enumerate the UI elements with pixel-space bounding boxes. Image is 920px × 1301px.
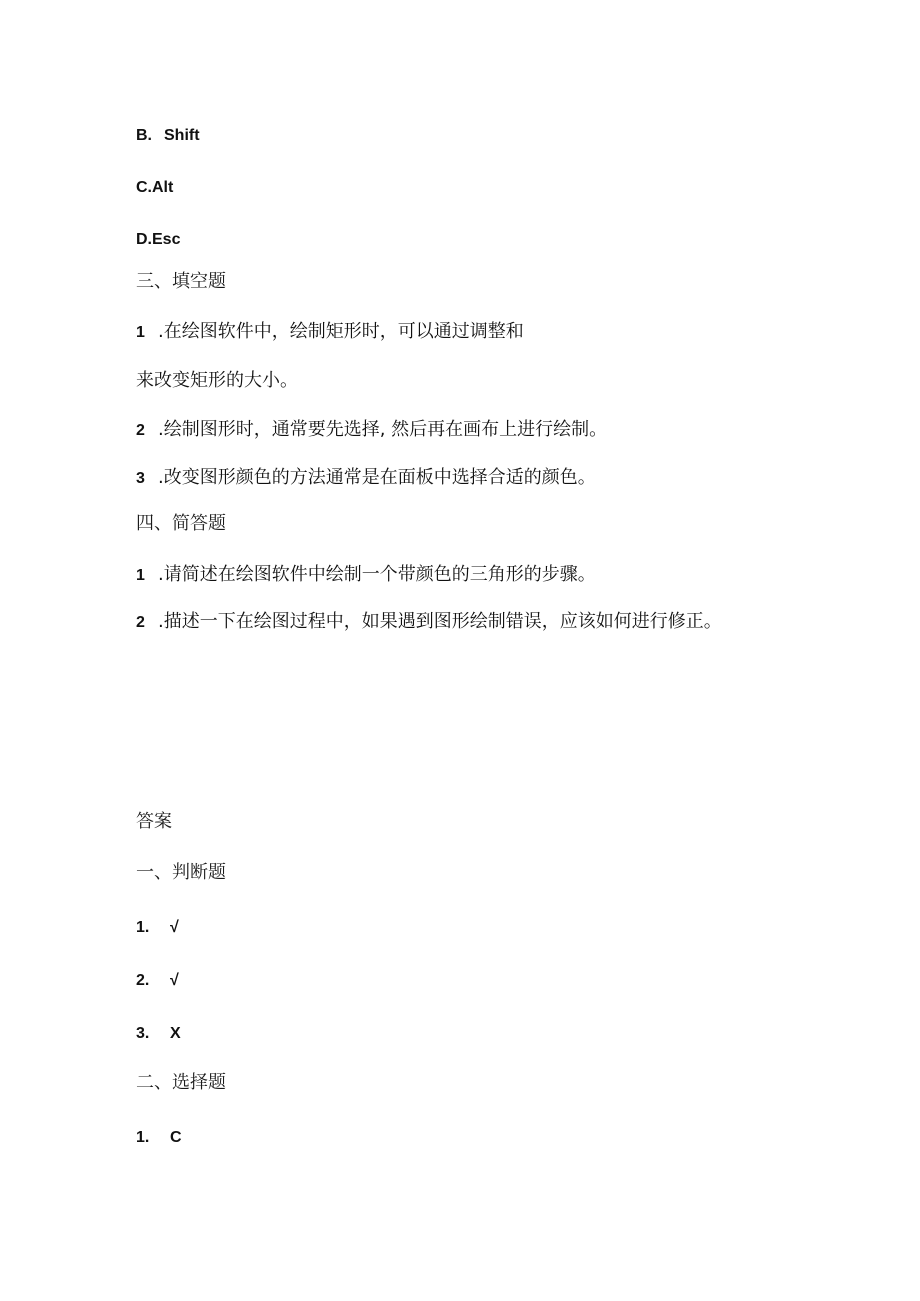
- fill-blank-question-2: [136, 418, 607, 443]
- answer-value: X: [170, 1025, 181, 1042]
- answer-number: 1.: [136, 1129, 150, 1146]
- answers-judgment-title: 一、判断题: [136, 862, 226, 883]
- answer-item: [136, 915, 179, 940]
- answer-item: [136, 1021, 181, 1046]
- answer-value: √: [170, 972, 179, 989]
- question-text: .描述一下在绘图过程中，如果遇到图形绘制错误，应该如何进行修正。: [158, 611, 722, 632]
- question-number: 1: [136, 324, 145, 341]
- fill-blank-question-3: [136, 466, 596, 491]
- answer-value: √: [170, 919, 179, 936]
- question-number: 1: [136, 567, 145, 584]
- option-b-text: Shift: [164, 127, 200, 144]
- answer-number: 1.: [136, 919, 150, 936]
- option-c: C.Alt: [136, 179, 174, 196]
- question-text: .改变图形颜色的方法通常是在面板中选择合适的颜色。: [158, 467, 596, 488]
- answer-item: [136, 1125, 182, 1150]
- answer-item: [136, 968, 179, 993]
- question-text: .在绘图软件中，绘制矩形时，可以通过调整和: [158, 321, 524, 342]
- answers-title: 答案: [136, 811, 172, 832]
- option-b-letter: B.: [136, 127, 152, 144]
- question-number: 2: [136, 422, 145, 439]
- answers-choice-title: 二、选择题: [136, 1072, 226, 1093]
- question-text: .绘制图形时，通常要先选择, 然后再在画布上进行绘制。: [158, 419, 608, 440]
- question-number: 2: [136, 614, 145, 631]
- option-b: [136, 124, 200, 148]
- answer-value: C: [170, 1129, 182, 1146]
- fill-blank-question-1-continuation: 来改变矩形的大小。: [136, 370, 298, 391]
- section-short-answer-title: 四、简答题: [136, 513, 226, 534]
- section-fill-blank-title: 三、填空题: [136, 271, 226, 292]
- option-d: D.Esc: [136, 231, 181, 248]
- answer-number: 2.: [136, 972, 150, 989]
- question-text: .请简述在绘图软件中绘制一个带颜色的三角形的步骤。: [158, 564, 596, 585]
- question-number: 3: [136, 470, 145, 487]
- answer-number: 3.: [136, 1025, 150, 1042]
- short-answer-question-2: [136, 610, 722, 635]
- short-answer-question-1: [136, 563, 596, 588]
- fill-blank-question-1: [136, 320, 524, 345]
